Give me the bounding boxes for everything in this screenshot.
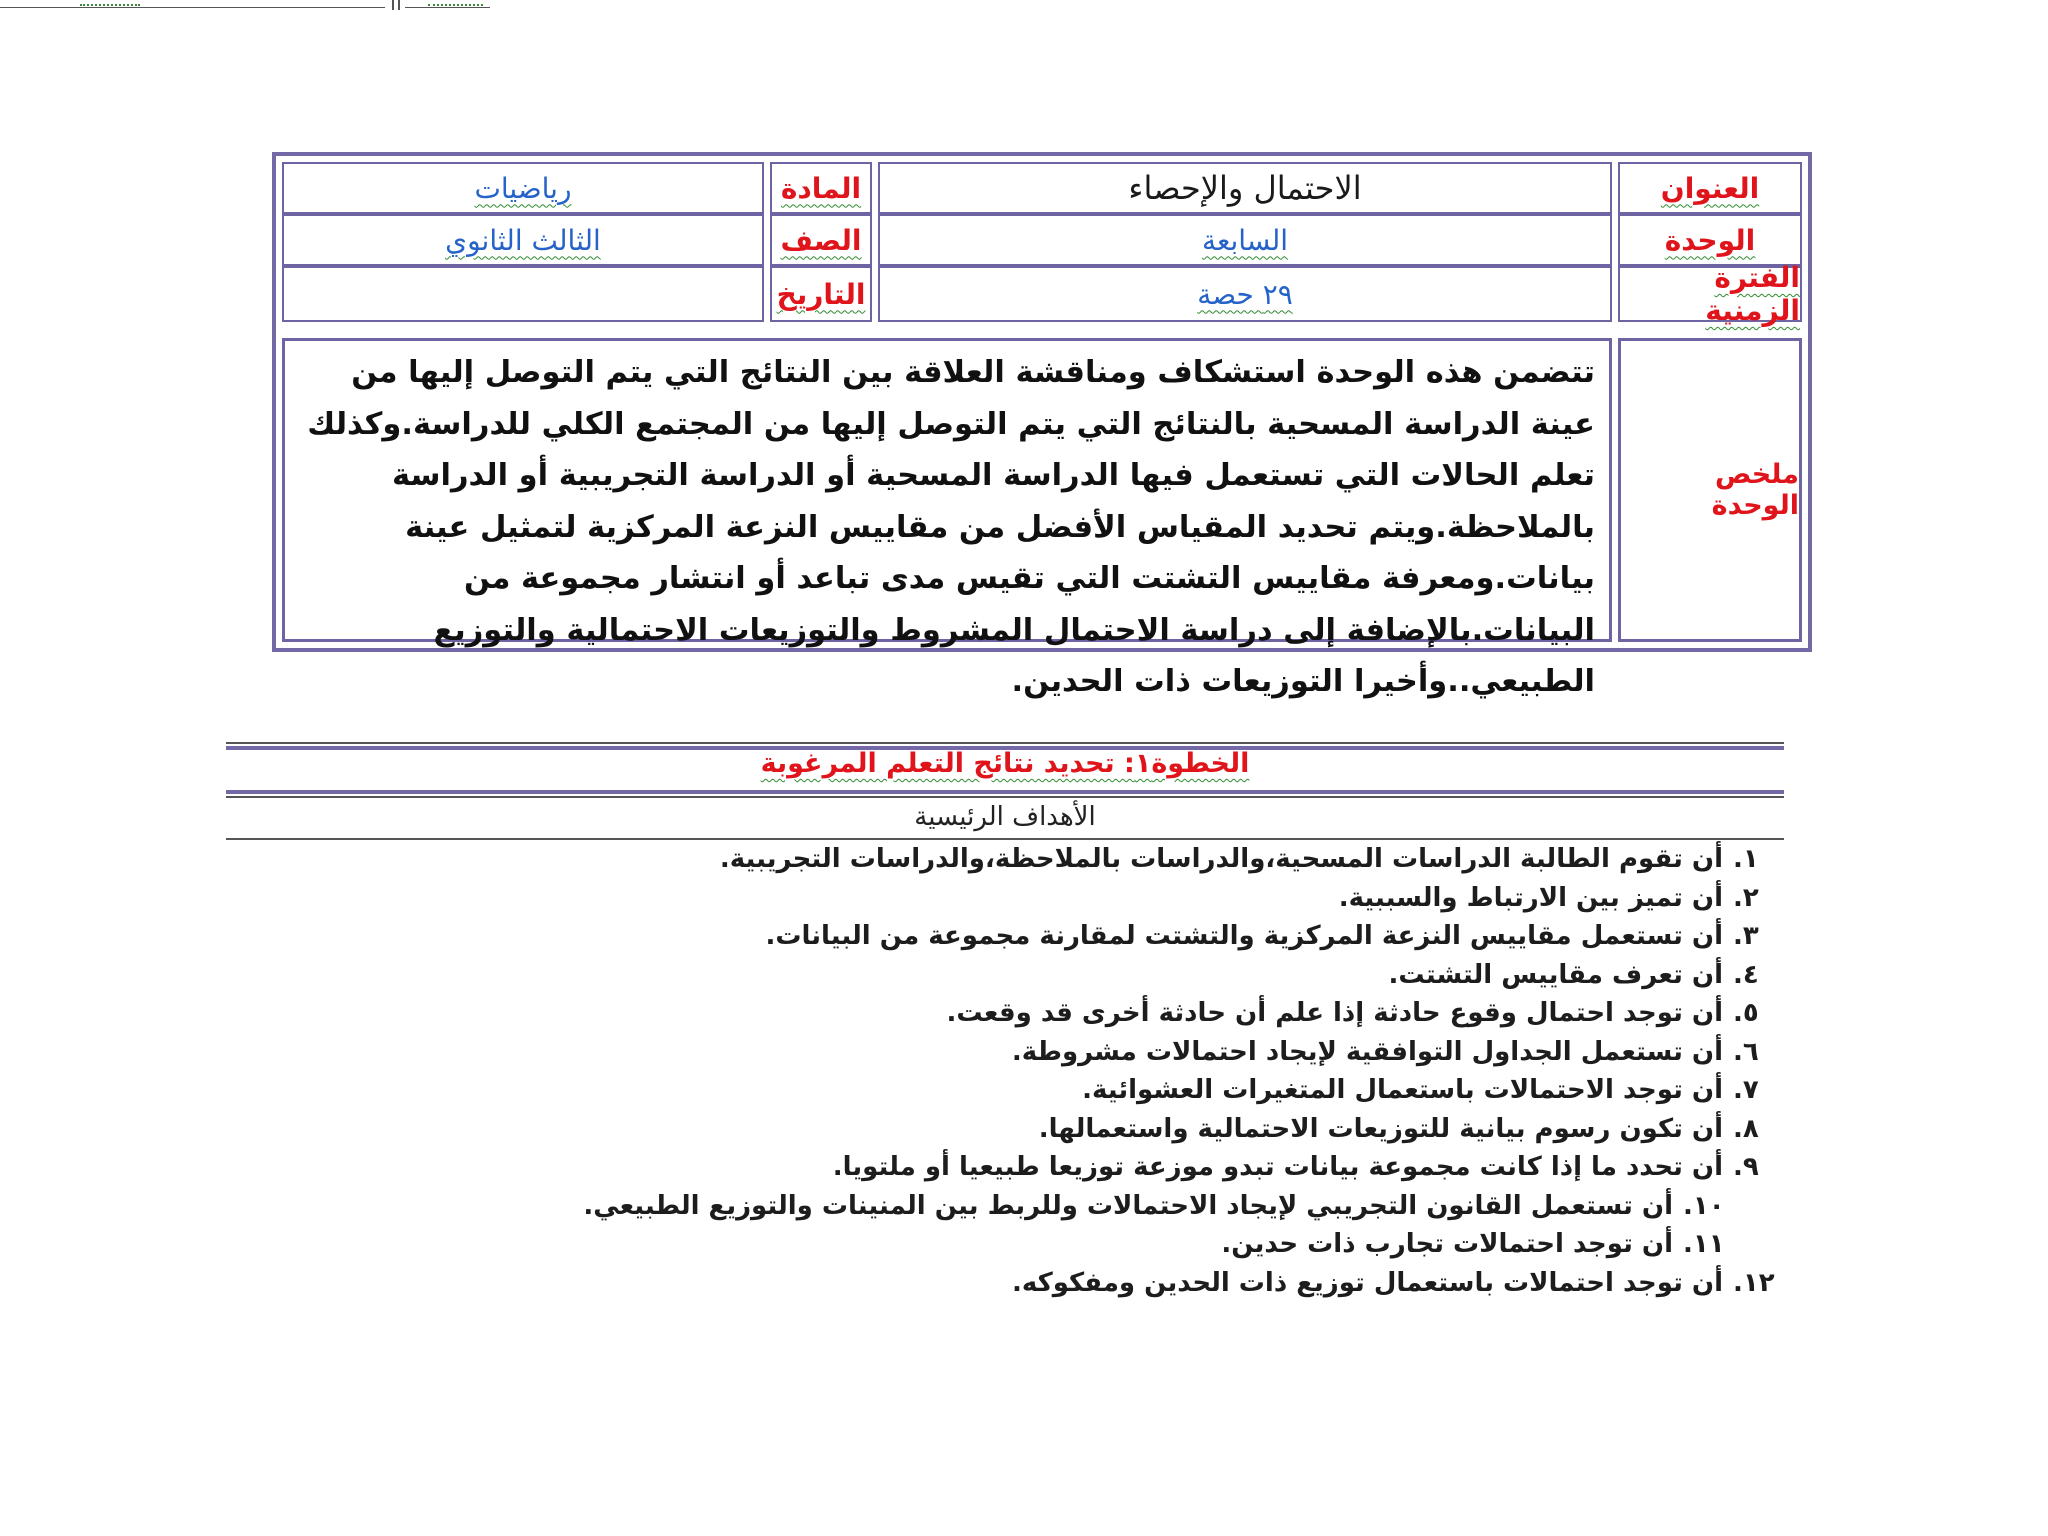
goal-text: أن توجد احتمالات تجارب ذات حدين. <box>1221 1229 1673 1259</box>
list-item <box>318 1071 1778 1110</box>
subject-value: رياضيات <box>474 171 572 205</box>
divider <box>226 790 1784 794</box>
list-item <box>318 994 1778 1033</box>
duration-label-cell <box>1618 261 1802 327</box>
title-label-cell <box>1618 162 1802 214</box>
unit-value-cell <box>878 214 1612 266</box>
goal-text: أن تستعمل القانون التجريبي لإيجاد الاحتمالات وللربط بين المنينات والتوزيع الطبيعي. <box>583 1190 1673 1221</box>
goal-text: أن تميز بين الارتباط والسببية. <box>1338 882 1723 913</box>
list-item <box>318 1033 1778 1072</box>
unit-label-cell <box>1618 214 1802 266</box>
goal-number: ٣. <box>1733 921 1759 951</box>
summary-label-cell <box>1618 338 1802 642</box>
goal-number: ٢. <box>1733 882 1759 913</box>
goal-number: ٤. <box>1733 959 1759 990</box>
divider <box>226 796 1784 798</box>
goal-text: أن تستعمل مقاييس النزعة المركزية والتشتت لمقارنة مجموعة من البيانات. <box>765 921 1723 951</box>
goal-number: ١٢. <box>1733 1267 1775 1298</box>
goal-number: ٨. <box>1733 1113 1759 1144</box>
list-item <box>318 1148 1778 1187</box>
grade-label: الصف <box>780 223 862 257</box>
step-title-text: الخطوة١: تحديد نتائج التعلم المرغوبة <box>760 748 1250 779</box>
grade-value-cell <box>282 214 764 266</box>
summary-text: تتضمن هذه الوحدة استشكاف ومناقشة العلاقة بين النتائج التي يتم التوصل إليها من عينة الدراسة المسحية بالنتائج التي يتم التوصل إليها من المجتمع الكلي للدراسة.وكذلك تعلم الحالات التي تستعمل فيها الدراسة المسحية أو الدراسة التجريبية أو الدراسة بالملاحظة.ويتم تحديد المقياس الأفضل من مقاييس النزعة المركزية لتمثيل عينة بيانات.ومعرفة مقاييس التشتت التي تقيس مدى تباعد أو انتشار مجموعة من البيانات.بالإضافة إلى دراسة الاحتمال المشروط والتوزيعات الاحتمالية والتوزيع الطبيعي..وأخيرا التوزيعات ذات الحدين. <box>307 355 1595 699</box>
summary-label: ملخص الوحدة <box>1711 459 1799 521</box>
goal-text: أن تستعمل الجداول التوافقية لإيجاد احتمالات مشروطة. <box>1011 1036 1723 1067</box>
goal-text: أن تعرف مقاييس التشتت. <box>1388 959 1723 990</box>
goal-number: ١١. <box>1683 1229 1725 1259</box>
goal-number: ٥. <box>1733 998 1759 1028</box>
goal-number: ٧. <box>1733 1075 1759 1105</box>
ruler-fragment <box>0 0 495 10</box>
list-item <box>318 840 1778 879</box>
step-title <box>226 748 1784 788</box>
unit-value: السابعة <box>1201 223 1289 257</box>
duration-value: ٢٩ حصة <box>1197 277 1293 311</box>
list-item <box>318 1225 1778 1264</box>
title-value: الاحتمال والإحصاء <box>1128 169 1362 207</box>
unit-info-table <box>272 152 1812 699</box>
grade-label-cell <box>770 214 872 266</box>
ruler-line <box>0 7 385 8</box>
ruler-marker <box>392 0 400 10</box>
list-item <box>318 1110 1778 1149</box>
ruler-line <box>405 7 490 8</box>
goal-number: ٦. <box>1733 1036 1759 1067</box>
title-label: العنوان <box>1660 171 1760 205</box>
goal-text: أن تحدد ما إذا كانت مجموعة بيانات تبدو موزعة توزيعا طبيعيا أو ملتويا. <box>832 1152 1723 1182</box>
goal-number: ١٠. <box>1683 1190 1725 1221</box>
duration-label: الفترة الزمنية <box>1705 261 1800 327</box>
goal-number: ٩. <box>1733 1152 1759 1182</box>
goal-text: أن تقوم الطالبة الدراسات المسحية،والدراسات بالملاحظة،والدراسات التجريبية. <box>719 844 1723 874</box>
list-item <box>318 879 1778 918</box>
list-item <box>318 917 1778 956</box>
grade-value: الثالث الثانوي <box>445 223 601 257</box>
goal-text: أن تكون رسوم بيانية للتوزيعات الاحتمالية واستعمالها. <box>1038 1113 1723 1144</box>
spelling-squiggle <box>428 0 483 6</box>
title-value-cell <box>878 162 1612 214</box>
subject-label-cell <box>770 162 872 214</box>
date-value-cell <box>282 266 764 322</box>
subject-label: المادة <box>780 171 862 205</box>
list-item <box>318 1264 1778 1303</box>
goal-number: ١. <box>1733 844 1759 874</box>
summary-text-cell <box>282 338 1612 699</box>
date-label: التاريخ <box>776 277 866 311</box>
duration-value-cell <box>878 266 1612 322</box>
divider <box>226 742 1784 744</box>
subject-value-cell <box>282 162 764 214</box>
date-label-cell <box>770 266 872 322</box>
goal-text: أن توجد احتمالات باستعمال توزيع ذات الحدين ومفكوكه. <box>1011 1267 1723 1298</box>
goal-text: أن توجد احتمال وقوع حادثة إذا علم أن حادثة أخرى قد وقعت. <box>946 998 1723 1028</box>
unit-label: الوحدة <box>1664 223 1756 257</box>
goals-heading: الأهداف الرئيسية <box>914 802 1096 832</box>
goal-text: أن توجد الاحتمالات باستعمال المتغيرات العشوائية. <box>1082 1075 1723 1105</box>
list-item <box>318 1187 1778 1226</box>
goals-list <box>318 840 1778 1302</box>
spelling-squiggle <box>80 0 140 6</box>
list-item <box>318 956 1778 995</box>
